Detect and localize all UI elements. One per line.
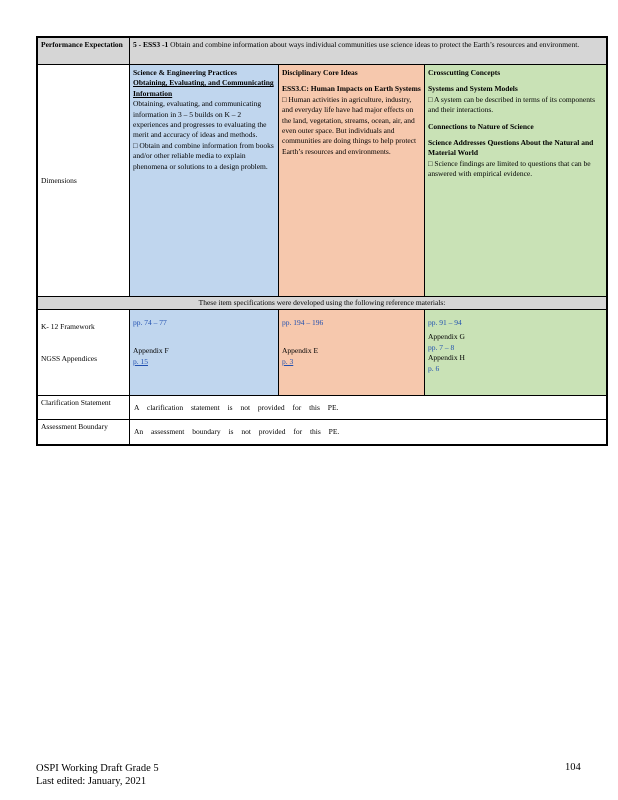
assessment-row: [38, 420, 606, 444]
k12-framework-label: K- 12 Framework: [41, 322, 95, 331]
item-specification-table: [36, 36, 608, 446]
appendix-g-label: Appendix G: [428, 332, 465, 342]
footer-draft-label: OSPI Working Draft Grade 5: [36, 763, 159, 774]
references-labels: [38, 310, 130, 395]
sep-subtitle: Obtaining, Evaluating, and Communicating Information: [133, 78, 274, 98]
footer-edited-date: Last edited: January, 2021: [36, 776, 147, 787]
sep-column: [130, 65, 279, 296]
sep-body: Obtaining, evaluating, and communicating information in 3 – 5 builds on K – 2 experiences and progresses to evaluating the merit and accuracy of ideas and methods.: [133, 99, 267, 140]
clarification-row: [38, 396, 606, 420]
references-col-2: [279, 310, 425, 395]
references-col-1: [130, 310, 279, 395]
dimensions-row: [38, 65, 606, 297]
references-row: [38, 310, 606, 396]
clarification-text: A clarification statement is not provided for this PE.: [134, 403, 339, 412]
k12-pages-link[interactable]: pp. 194 – 196: [282, 318, 324, 327]
ccc-bullet2: □ Science findings are limited to questions that can be answered with empirical evidence.: [428, 158, 591, 179]
appendix-h-label: Appendix H: [428, 353, 465, 363]
ccc-column: [425, 65, 606, 296]
reference-note: These item specifications were developed using the following reference materials:: [198, 298, 446, 307]
page-footer: [36, 762, 159, 788]
dci-title: Disciplinary Core Ideas: [282, 68, 358, 77]
appendix-label: Appendix E: [282, 346, 319, 356]
performance-expectation-value: [130, 38, 606, 64]
k12-pages-link[interactable]: pp. 91 – 94: [428, 318, 462, 327]
ccc-connections: Connections to Nature of Science: [428, 121, 534, 131]
dci-column: [279, 65, 425, 296]
appendix-page-link[interactable]: p. 15: [133, 356, 148, 366]
ccc-title: Crosscutting Concepts: [428, 68, 501, 77]
ccc-bullet: □ A system can be described in terms of its components and their interactions.: [428, 94, 595, 115]
ngss-appendices-label: NGSS Appendices: [41, 354, 98, 363]
dimensions-label: Dimensions: [38, 65, 130, 296]
ccc-addresses: Science Addresses Questions About the Natural and Material World: [428, 138, 594, 158]
pe-code: 5 - ESS3 -1: [133, 40, 169, 49]
appendix-h-page-link[interactable]: p. 6: [428, 363, 440, 373]
appendix-g-pages-link[interactable]: pp. 7 – 8: [428, 342, 455, 352]
assessment-label: Assessment Boundary: [38, 420, 130, 444]
performance-expectation-row: [38, 38, 606, 65]
appendix-page-link[interactable]: p. 3: [282, 356, 294, 366]
sep-bullet: □ Obtain and combine information from books and/or other reliable media to explain phenomena or solutions to a design problem.: [133, 140, 274, 171]
reference-note-row: [38, 297, 606, 310]
performance-expectation-label: Performance Expectation: [38, 38, 130, 64]
page-number: 104: [565, 762, 581, 773]
ccc-subtitle: Systems and System Models: [428, 84, 518, 94]
sep-title: Science & Engineering Practices: [133, 68, 237, 77]
dci-bullet: □ Human activities in agriculture, industry, and everyday life have had major effects on the land, vegetation, streams, ocean, air, and even outer space. But individuals and communities are doing things to help protect Earth’s resources and environments.: [282, 94, 417, 156]
k12-pages-link[interactable]: pp. 74 – 77: [133, 318, 167, 327]
appendix-label: Appendix F: [133, 346, 169, 356]
pe-text: Obtain and combine information about ways individual communities use science ideas to protect the Earth’s resources and environment.: [170, 40, 580, 49]
references-col-3: [425, 310, 606, 395]
dci-subtitle: ESS3.C: Human Impacts on Earth Systems: [282, 84, 421, 94]
clarification-label: Clarification Statement: [38, 396, 130, 419]
assessment-text: An assessment boundary is not provided for this PE.: [134, 427, 340, 436]
